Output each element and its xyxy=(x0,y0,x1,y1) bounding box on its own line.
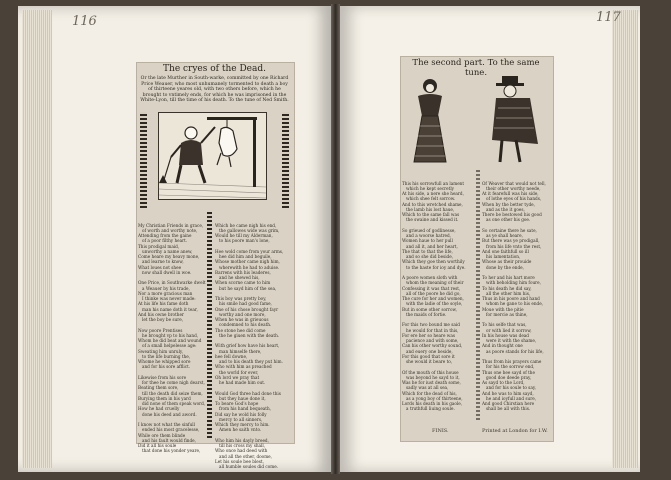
verse-line: This prodigal maid, xyxy=(138,243,180,249)
verse-line: And one faithfull so ill xyxy=(482,248,529,254)
verse-line: For ere her so heare was xyxy=(402,332,456,338)
left-ballad-title: The cryes of the Dead. xyxy=(163,64,266,74)
verse-line: did none of them speak word, xyxy=(138,401,206,406)
verse-line: whom he gane to his ende, xyxy=(482,301,544,307)
verse-line: At his side, a nere she heard, xyxy=(402,191,464,196)
verse-line: as a yong boy of thirteene, xyxy=(402,395,463,401)
verse-line: and euery one beside, xyxy=(402,348,453,354)
verse-line: unworthy a name anew, xyxy=(138,248,193,254)
verse-line: And he was to him sayd, xyxy=(482,390,534,396)
verse-line: man himselfe there, xyxy=(215,348,262,354)
verse-line: With grief how have his heart, xyxy=(215,343,280,349)
verse-line: which shee felt sorrow. xyxy=(402,196,456,202)
verse-line: Whom he did beat and wound xyxy=(138,338,202,343)
verse-line: of worth and worthy note, xyxy=(138,227,198,233)
verse-line: for mercie as thine, xyxy=(482,311,528,317)
verse-line: with beholding him foure, xyxy=(482,280,541,286)
verse-line: This his sorrowfull an lament xyxy=(402,180,465,186)
verse-line: To beare God's hope xyxy=(215,401,259,406)
verse-line: the he giuen with the death. xyxy=(215,332,280,338)
verse-line: of a poor filthy heart. xyxy=(138,238,188,244)
verse-line: Thus in his poore and hand xyxy=(482,296,540,301)
verse-line: all humble soules did come. xyxy=(215,464,279,469)
verse-line: and all the other, doome, xyxy=(215,453,272,459)
verse-line: let the boy be sure, xyxy=(138,317,184,322)
verse-line: from his hand bequeath, xyxy=(215,406,272,412)
verse-line: the lamb his lost haue, xyxy=(402,206,455,212)
verse-line: was beyond he sayd to it, xyxy=(402,374,460,380)
verse-line: Oh lord we pray that xyxy=(215,374,260,380)
right-page-number: 117 xyxy=(596,10,621,25)
verse-line: To his selfe that was, xyxy=(482,322,527,328)
verse-line: Thus one hee sayd of the xyxy=(482,369,535,375)
right-ballad-title: The second part. To the same tune. xyxy=(412,58,540,78)
verse-line: and learne to know, xyxy=(138,259,184,265)
verse-line: whom the meaning of their xyxy=(402,280,464,286)
verse-line: Would God three had done this xyxy=(215,390,281,396)
verse-line: Would he till my Alderman, xyxy=(215,233,273,238)
verse-line: Did say he wold his folly xyxy=(215,411,267,417)
book-gutter xyxy=(331,4,340,474)
ornament-border-left xyxy=(140,112,147,208)
left-page-number: 116 xyxy=(72,14,97,29)
verse-line: and as the it goes, xyxy=(482,206,525,212)
verse-line: Whose mother came nigh him, xyxy=(215,259,280,265)
verse-line: now shall dwell in woe. xyxy=(138,269,192,275)
verse-line: from his life vnto the rest, xyxy=(482,243,542,249)
verse-line: shall be all with this. xyxy=(482,406,531,412)
verse-line: their other worthy neede, xyxy=(482,185,541,191)
verse-line: done by the ende, xyxy=(482,264,524,270)
verse-line: Did it all his soule xyxy=(138,443,177,448)
verse-line: A poore women sloth with xyxy=(402,275,458,280)
verse-line: worthy and one more, xyxy=(215,311,266,317)
verse-line: for thee he come nigh dearst, xyxy=(138,380,205,385)
verse-line: Which they goe then worthily xyxy=(402,259,465,265)
verse-line: Thus from his prayers came xyxy=(482,359,542,364)
verse-line: Whome he whipped sore xyxy=(138,359,191,364)
verse-line: Sweating him unruly, xyxy=(138,348,184,354)
verse-line: were it with the shame, xyxy=(482,338,537,343)
verse-line: While ore them blinde xyxy=(138,432,186,438)
verse-line: and to his death they put him. xyxy=(215,359,283,364)
verse-line: At it fearefull was his side, xyxy=(482,191,539,196)
ornament-border-right xyxy=(282,112,289,208)
verse-line: or with lied it sorrow, xyxy=(482,327,532,333)
right-verse-column-1 xyxy=(402,170,474,420)
verse-line: Likewise from his sore xyxy=(138,374,187,380)
verse-line: Who him his dayly breed, xyxy=(215,437,269,443)
verse-line: ended his most gracelesse, xyxy=(138,427,200,433)
verse-line: When scorne came to him xyxy=(215,280,271,286)
verse-line: to the haste for ioy and dye. xyxy=(402,264,466,270)
verse-line: Come heare my heavy mone, xyxy=(138,254,200,259)
verse-line: and for his sore afflict. xyxy=(138,364,191,370)
verse-line: and all it, and her heart, xyxy=(402,243,458,249)
verse-line: One of his chose brought fayr xyxy=(215,306,279,312)
verse-line: wherewith he had to aduise. xyxy=(215,264,280,270)
verse-line: And his owne brother xyxy=(138,311,184,317)
verse-line: And to this wretched shame, xyxy=(402,201,463,207)
verse-line: Was he for iust death some, xyxy=(402,380,461,385)
verse-line: hee fell downe, xyxy=(215,353,248,359)
verse-line: the maids of fortie. xyxy=(402,311,447,317)
right-column-divider xyxy=(476,170,480,420)
verse-line: all of the poore he did go, xyxy=(402,290,461,296)
verse-line: How he had cruelly xyxy=(138,406,180,412)
verse-line: as poore stands for his life, xyxy=(482,348,544,354)
verse-line: condemned to his death. xyxy=(215,322,272,328)
verse-line: And in thought one xyxy=(482,343,523,349)
verse-line: Women haue to her pull xyxy=(402,238,453,244)
verse-line: he brought vp to his hand, xyxy=(138,332,199,338)
verse-line: Barrens with his leaderes, xyxy=(215,269,271,275)
verse-line: Amen he saith vnto. xyxy=(215,427,262,433)
verse-line: as ye shall heare, xyxy=(482,233,523,238)
verse-line: a truthfull liuing soule. xyxy=(402,406,455,412)
verse-line: But in some other sorrow, xyxy=(402,306,457,312)
woodcut-hanging-scene xyxy=(158,112,267,200)
verse-line: mercy to all sinners, xyxy=(215,416,263,422)
verse-line: Of the mouth of this house xyxy=(402,369,459,375)
verse-line: When he was in grieuous xyxy=(215,317,269,322)
verse-line: There be bestowed his good xyxy=(482,212,542,217)
verse-line: Moue with the pitie xyxy=(482,306,524,312)
verse-line: At his life his fame doth xyxy=(138,301,189,307)
verse-line: that done his yonder yeare, xyxy=(138,448,201,454)
verse-line: The stone hee did come xyxy=(215,327,266,333)
verse-line: which he kept secretly xyxy=(402,185,455,191)
finis-label: FINIS. xyxy=(432,428,449,434)
verse-line: his smile had good fame, xyxy=(215,301,272,307)
verse-line: Nor a more gracious man xyxy=(138,290,193,296)
verse-line: man his name doth it tear, xyxy=(138,306,198,312)
verse-line: sadly was at all sea, xyxy=(402,385,449,391)
verse-line: he would for that in this, xyxy=(402,327,459,333)
verse-line: And good Chirstian here xyxy=(482,401,535,406)
right-page-edges xyxy=(612,10,638,468)
verse-line: and a woorse hatred, xyxy=(402,233,451,238)
verse-line: What loues not shee xyxy=(138,264,182,270)
verse-line: Lords his death in his gaole, xyxy=(402,401,463,406)
verse-line: he and ioyfull and sure, xyxy=(482,395,537,401)
verse-line: This boy was pretty boy, xyxy=(215,296,267,301)
verse-line: Which for the dead of his, xyxy=(402,390,457,396)
verse-line: Who once had deed with xyxy=(215,448,268,454)
verse-line: the gallowes wide was grim, xyxy=(215,227,280,233)
verse-line: hee did him and beguile, xyxy=(215,254,272,259)
verse-line: she would it beare to, xyxy=(402,359,453,364)
verse-line: Which he came nigh his end, xyxy=(215,222,277,228)
verse-line: and so she did beside, xyxy=(402,254,454,259)
verse-line: of lothe eyes of his hands, xyxy=(482,196,542,202)
verse-line: Hee wold come from your arms, xyxy=(215,248,284,254)
verse-line: To his death he did say, xyxy=(482,285,532,291)
verse-line: Of Weaver that would not tell, xyxy=(482,180,546,186)
verse-line: The that to that the life, xyxy=(402,248,453,254)
verse-line: but they haue done it, xyxy=(215,395,266,401)
verse-line: In his house was dead xyxy=(482,332,529,338)
verse-line: Burying them in his yard xyxy=(138,395,191,401)
verse-line: the world for ever, xyxy=(215,369,259,375)
verse-line: But there was ye prodigall, xyxy=(482,238,540,244)
verse-line: Beating them sore, xyxy=(138,385,179,391)
verse-line: pacience and with some, xyxy=(402,338,459,343)
verse-line: Can his other worthy sound, xyxy=(402,343,463,349)
verse-line: all the other him his, xyxy=(482,290,531,296)
verse-line: Let his soule bee blest, xyxy=(215,458,264,464)
verse-line: till the death did seize them, xyxy=(138,390,203,396)
verse-line: When by the better tyde, xyxy=(482,201,535,207)
verse-line: as one other his goe. xyxy=(482,217,531,223)
printer-imprint: Printed at London for I.W. xyxy=(482,428,548,434)
woodcut-man-figure xyxy=(484,74,542,166)
verse-line: till his cross my shall, xyxy=(215,443,266,448)
verse-line: Who with him as preached xyxy=(215,364,272,370)
verse-line: Which to the same fall was xyxy=(402,212,460,217)
left-ballad-subtitle: Or the late Murther in South-warke, committed by one Richard Price Weauer, who most unhumanely tormented to death a boy of thirteene yeares old, with two others before, which he brought to vntimely ends, for which he was imprisoned in the White-Lyon, till the time of his death. To the tune of Ned Smith. xyxy=(140,76,289,104)
verse-line: a Weauer by his trade, xyxy=(138,285,190,291)
verse-line: I know not what the sinfull xyxy=(138,422,195,427)
verse-line: So certaine there he sate, xyxy=(482,227,537,233)
verse-line: To her and his hart more xyxy=(482,275,535,280)
verse-line: with the ladie of the soyle, xyxy=(402,301,463,307)
left-page-edges xyxy=(22,10,52,468)
verse-line: and his fault would finde, xyxy=(138,437,196,443)
verse-line: For this good that sore it xyxy=(402,353,455,359)
verse-line: My Christian Friends in grace, xyxy=(138,222,204,228)
column-divider-ornament xyxy=(207,212,212,438)
right-verse-column-2 xyxy=(482,170,550,420)
verse-line: for his the sorrow end, xyxy=(482,364,535,370)
verse-line: Whose as their prouide xyxy=(482,259,532,265)
verse-line: For this two bound me said xyxy=(402,322,460,328)
verse-line: to his poore man's lone, xyxy=(215,238,270,244)
verse-line: done his deed and aword. xyxy=(138,411,197,417)
verse-line: he had made him out. xyxy=(215,380,266,385)
verse-line: of a small helpelesse age: xyxy=(138,343,197,349)
verse-line: the swaine and kissed it. xyxy=(402,217,459,223)
verse-line: but he sayd him of the sea, xyxy=(215,285,277,291)
verse-line: Confessing it was that rest, xyxy=(402,285,461,291)
verse-line: his lamentation, xyxy=(482,254,521,259)
verse-line: The cure for her and women, xyxy=(402,296,464,301)
verse-line: and he shewed his, xyxy=(215,275,260,280)
verse-line: Now poore Prentises xyxy=(138,327,183,333)
verse-line: to the life burning the, xyxy=(138,353,191,359)
verse-line: good doe deede pray, xyxy=(482,374,532,380)
verse-line: Attending from the gaine xyxy=(138,233,192,238)
verse-line: One Price, in Southwarke dwelt xyxy=(138,280,206,286)
verse-line: and for his soule to say, xyxy=(482,385,536,391)
left-verse-column-2 xyxy=(215,212,289,469)
verse-line: So grieued of godlinesse, xyxy=(402,227,456,233)
woodcut-woman-figure xyxy=(408,76,452,166)
left-verse-column-1 xyxy=(138,212,206,454)
verse-line: I thinke was never made: xyxy=(138,296,196,301)
verse-line: As sayd to the Lord, xyxy=(482,380,525,385)
verse-line: Which they mercy to him. xyxy=(215,422,270,427)
